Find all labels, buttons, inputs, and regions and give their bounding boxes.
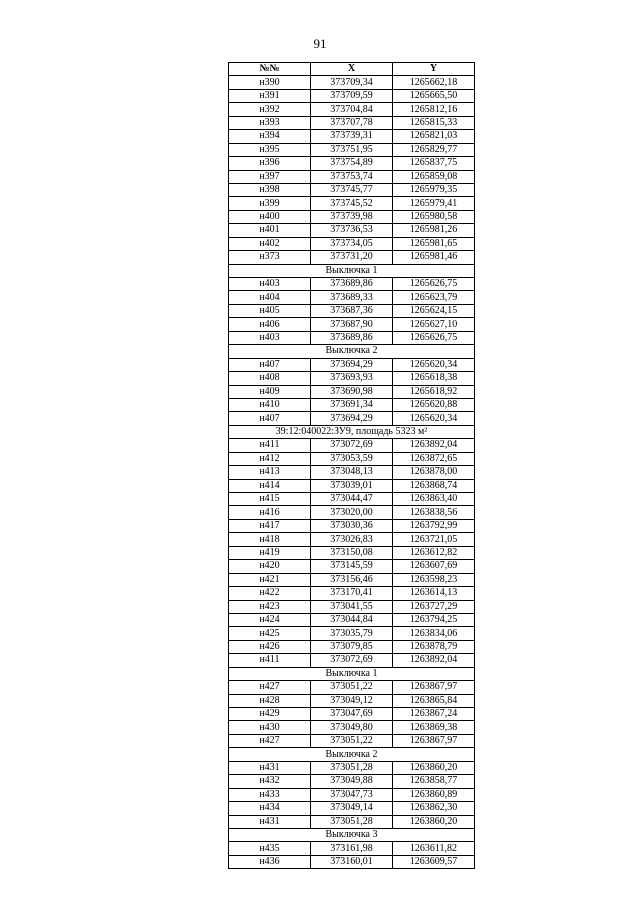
table-row <box>229 519 475 532</box>
table-row <box>229 224 475 237</box>
point-number-cell: н427 <box>229 681 311 694</box>
point-number-cell: н420 <box>229 560 311 573</box>
y-coordinate-cell: 1265618,92 <box>393 385 475 398</box>
table-row <box>229 734 475 747</box>
x-coordinate-cell: 373044,47 <box>311 493 393 506</box>
table-row <box>229 694 475 707</box>
table-row <box>229 681 475 694</box>
section-label: Выключка 1 <box>229 667 475 680</box>
table-row <box>229 358 475 371</box>
y-coordinate-cell: 1265980,58 <box>393 210 475 223</box>
y-coordinate-cell: 1263609,57 <box>393 855 475 868</box>
section-row <box>229 345 475 358</box>
x-coordinate-cell: 373039,01 <box>311 479 393 492</box>
x-coordinate-cell: 373049,14 <box>311 802 393 815</box>
table-row <box>229 304 475 317</box>
y-coordinate-cell: 1263860,20 <box>393 815 475 828</box>
x-coordinate-cell: 373689,33 <box>311 291 393 304</box>
y-coordinate-cell: 1263614,13 <box>393 587 475 600</box>
point-number-cell: н397 <box>229 170 311 183</box>
x-coordinate-cell: 373754,89 <box>311 157 393 170</box>
y-coordinate-cell: 1265981,26 <box>393 224 475 237</box>
y-coordinate-cell: 1263834,06 <box>393 627 475 640</box>
y-coordinate-cell: 1265665,50 <box>393 89 475 102</box>
x-coordinate-cell: 373704,84 <box>311 103 393 116</box>
table-row <box>229 385 475 398</box>
x-coordinate-cell: 373051,28 <box>311 761 393 774</box>
y-coordinate-cell: 1263892,04 <box>393 439 475 452</box>
table-row <box>229 130 475 143</box>
y-coordinate-cell: 1265837,75 <box>393 157 475 170</box>
point-number-cell: н402 <box>229 237 311 250</box>
point-number-cell: н424 <box>229 613 311 626</box>
x-coordinate-cell: 373751,95 <box>311 143 393 156</box>
table-row <box>229 761 475 774</box>
x-coordinate-cell: 373051,28 <box>311 815 393 828</box>
table-row <box>229 775 475 788</box>
x-coordinate-cell: 373048,13 <box>311 466 393 479</box>
table-row <box>229 546 475 559</box>
x-coordinate-cell: 373690,98 <box>311 385 393 398</box>
header-point-number: №№ <box>229 63 311 76</box>
x-coordinate-cell: 373694,29 <box>311 358 393 371</box>
y-coordinate-cell: 1263872,65 <box>393 452 475 465</box>
x-coordinate-cell: 373734,05 <box>311 237 393 250</box>
y-coordinate-cell: 1263862,30 <box>393 802 475 815</box>
table-row <box>229 654 475 667</box>
x-coordinate-cell: 373689,86 <box>311 331 393 344</box>
table-row <box>229 452 475 465</box>
table-row <box>229 815 475 828</box>
section-label: Выключка 3 <box>229 828 475 841</box>
x-coordinate-cell: 373049,12 <box>311 694 393 707</box>
table-row <box>229 116 475 129</box>
table-row <box>229 76 475 89</box>
point-number-cell: н395 <box>229 143 311 156</box>
point-number-cell: н429 <box>229 708 311 721</box>
section-label: Выключка 1 <box>229 264 475 277</box>
x-coordinate-cell: 373044,84 <box>311 613 393 626</box>
table-row <box>229 331 475 344</box>
table-row <box>229 600 475 613</box>
table-row <box>229 640 475 653</box>
x-coordinate-cell: 373047,73 <box>311 788 393 801</box>
y-coordinate-cell: 1265626,75 <box>393 278 475 291</box>
x-coordinate-cell: 373079,85 <box>311 640 393 653</box>
y-coordinate-cell: 1265981,46 <box>393 251 475 264</box>
point-number-cell: н393 <box>229 116 311 129</box>
table-row <box>229 466 475 479</box>
point-number-cell: н431 <box>229 815 311 828</box>
coordinates-table <box>228 62 475 869</box>
x-coordinate-cell: 373072,69 <box>311 439 393 452</box>
point-number-cell: н408 <box>229 372 311 385</box>
x-coordinate-cell: 373160,01 <box>311 855 393 868</box>
point-number-cell: н404 <box>229 291 311 304</box>
table-row <box>229 439 475 452</box>
y-coordinate-cell: 1263878,00 <box>393 466 475 479</box>
point-number-cell: н435 <box>229 842 311 855</box>
point-number-cell: н425 <box>229 627 311 640</box>
x-coordinate-cell: 373745,77 <box>311 183 393 196</box>
y-coordinate-cell: 1265981,65 <box>393 237 475 250</box>
x-coordinate-cell: 373687,36 <box>311 304 393 317</box>
table-row <box>229 587 475 600</box>
point-number-cell: н400 <box>229 210 311 223</box>
section-row <box>229 425 475 438</box>
x-coordinate-cell: 373049,88 <box>311 775 393 788</box>
y-coordinate-cell: 1265620,34 <box>393 412 475 425</box>
point-number-cell: н407 <box>229 412 311 425</box>
point-number-cell: н432 <box>229 775 311 788</box>
x-coordinate-cell: 373053,59 <box>311 452 393 465</box>
y-coordinate-cell: 1263721,05 <box>393 533 475 546</box>
table-row <box>229 89 475 102</box>
point-number-cell: н431 <box>229 761 311 774</box>
y-coordinate-cell: 1265979,35 <box>393 183 475 196</box>
table-row <box>229 788 475 801</box>
x-coordinate-cell: 373736,53 <box>311 224 393 237</box>
table-row <box>229 479 475 492</box>
y-coordinate-cell: 1265812,16 <box>393 103 475 116</box>
x-coordinate-cell: 373026,83 <box>311 533 393 546</box>
x-coordinate-cell: 373049,80 <box>311 721 393 734</box>
y-coordinate-cell: 1265821,03 <box>393 130 475 143</box>
y-coordinate-cell: 1263792,99 <box>393 519 475 532</box>
table-row <box>229 103 475 116</box>
table-row <box>229 291 475 304</box>
table-row <box>229 506 475 519</box>
point-number-cell: н415 <box>229 493 311 506</box>
y-coordinate-cell: 1263878,79 <box>393 640 475 653</box>
x-coordinate-cell: 373051,22 <box>311 681 393 694</box>
point-number-cell: н399 <box>229 197 311 210</box>
header-row <box>229 63 475 76</box>
point-number-cell: н428 <box>229 694 311 707</box>
point-number-cell: н414 <box>229 479 311 492</box>
y-coordinate-cell: 1263794,25 <box>393 613 475 626</box>
x-coordinate-cell: 373035,79 <box>311 627 393 640</box>
section-label: 39:12:040022:ЗУ9, площадь 5323 м² <box>229 425 475 438</box>
table-row <box>229 533 475 546</box>
y-coordinate-cell: 1265627,10 <box>393 318 475 331</box>
point-number-cell: н427 <box>229 734 311 747</box>
y-coordinate-cell: 1265859,08 <box>393 170 475 183</box>
x-coordinate-cell: 373739,98 <box>311 210 393 223</box>
x-coordinate-cell: 373145,59 <box>311 560 393 573</box>
table-header <box>229 63 475 76</box>
x-coordinate-cell: 373739,31 <box>311 130 393 143</box>
x-coordinate-cell: 373694,29 <box>311 412 393 425</box>
point-number-cell: н407 <box>229 358 311 371</box>
point-number-cell: н433 <box>229 788 311 801</box>
section-label: Выключка 2 <box>229 345 475 358</box>
table-row <box>229 372 475 385</box>
x-coordinate-cell: 373041,55 <box>311 600 393 613</box>
point-number-cell: н417 <box>229 519 311 532</box>
point-number-cell: н411 <box>229 439 311 452</box>
y-coordinate-cell: 1263863,40 <box>393 493 475 506</box>
x-coordinate-cell: 373745,52 <box>311 197 393 210</box>
y-coordinate-cell: 1263865,84 <box>393 694 475 707</box>
y-coordinate-cell: 1263867,97 <box>393 681 475 694</box>
x-coordinate-cell: 373689,86 <box>311 278 393 291</box>
y-coordinate-cell: 1265620,34 <box>393 358 475 371</box>
x-coordinate-cell: 373047,69 <box>311 708 393 721</box>
point-number-cell: н373 <box>229 251 311 264</box>
table-row <box>229 708 475 721</box>
point-number-cell: н401 <box>229 224 311 237</box>
table-body <box>229 76 475 869</box>
table-row <box>229 210 475 223</box>
point-number-cell: н410 <box>229 398 311 411</box>
table-row <box>229 802 475 815</box>
y-coordinate-cell: 1265620,88 <box>393 398 475 411</box>
point-number-cell: н396 <box>229 157 311 170</box>
table-row <box>229 278 475 291</box>
x-coordinate-cell: 373150,08 <box>311 546 393 559</box>
point-number-cell: н426 <box>229 640 311 653</box>
point-number-cell: н421 <box>229 573 311 586</box>
table-row <box>229 197 475 210</box>
header-y: Y <box>393 63 475 76</box>
table-row <box>229 170 475 183</box>
x-coordinate-cell: 373707,78 <box>311 116 393 129</box>
point-number-cell: н409 <box>229 385 311 398</box>
table-row <box>229 412 475 425</box>
y-coordinate-cell: 1263860,20 <box>393 761 475 774</box>
y-coordinate-cell: 1265829,77 <box>393 143 475 156</box>
point-number-cell: н405 <box>229 304 311 317</box>
point-number-cell: н423 <box>229 600 311 613</box>
point-number-cell: н391 <box>229 89 311 102</box>
table-row <box>229 143 475 156</box>
table-row <box>229 560 475 573</box>
section-row <box>229 828 475 841</box>
y-coordinate-cell: 1265815,33 <box>393 116 475 129</box>
table-row <box>229 398 475 411</box>
x-coordinate-cell: 373030,36 <box>311 519 393 532</box>
y-coordinate-cell: 1265662,18 <box>393 76 475 89</box>
y-coordinate-cell: 1263867,24 <box>393 708 475 721</box>
section-row <box>229 667 475 680</box>
y-coordinate-cell: 1265623,79 <box>393 291 475 304</box>
x-coordinate-cell: 373691,34 <box>311 398 393 411</box>
point-number-cell: н413 <box>229 466 311 479</box>
page-number: 91 <box>313 36 327 51</box>
section-row <box>229 264 475 277</box>
y-coordinate-cell: 1263838,56 <box>393 506 475 519</box>
y-coordinate-cell: 1265618,38 <box>393 372 475 385</box>
y-coordinate-cell: 1263892,04 <box>393 654 475 667</box>
point-number-cell: н403 <box>229 331 311 344</box>
x-coordinate-cell: 373709,34 <box>311 76 393 89</box>
point-number-cell: н416 <box>229 506 311 519</box>
table-row <box>229 573 475 586</box>
y-coordinate-cell: 1263860,89 <box>393 788 475 801</box>
table-row <box>229 627 475 640</box>
table-row <box>229 183 475 196</box>
section-row <box>229 748 475 761</box>
y-coordinate-cell: 1263727,29 <box>393 600 475 613</box>
point-number-cell: н406 <box>229 318 311 331</box>
table-row <box>229 493 475 506</box>
x-coordinate-cell: 373072,69 <box>311 654 393 667</box>
x-coordinate-cell: 373161,98 <box>311 842 393 855</box>
table-row <box>229 237 475 250</box>
y-coordinate-cell: 1265624,15 <box>393 304 475 317</box>
point-number-cell: н419 <box>229 546 311 559</box>
table-row <box>229 855 475 868</box>
point-number-cell: н434 <box>229 802 311 815</box>
point-number-cell: н411 <box>229 654 311 667</box>
y-coordinate-cell: 1263612,82 <box>393 546 475 559</box>
x-coordinate-cell: 373156,46 <box>311 573 393 586</box>
y-coordinate-cell: 1263868,74 <box>393 479 475 492</box>
y-coordinate-cell: 1263867,97 <box>393 734 475 747</box>
header-x: X <box>311 63 393 76</box>
point-number-cell: н430 <box>229 721 311 734</box>
y-coordinate-cell: 1263869,38 <box>393 721 475 734</box>
point-number-cell: н392 <box>229 103 311 116</box>
point-number-cell: н398 <box>229 183 311 196</box>
y-coordinate-cell: 1265979,41 <box>393 197 475 210</box>
point-number-cell: н418 <box>229 533 311 546</box>
y-coordinate-cell: 1265626,75 <box>393 331 475 344</box>
y-coordinate-cell: 1263607,69 <box>393 560 475 573</box>
x-coordinate-cell: 373753,74 <box>311 170 393 183</box>
y-coordinate-cell: 1263858,77 <box>393 775 475 788</box>
point-number-cell: н403 <box>229 278 311 291</box>
table-row <box>229 318 475 331</box>
x-coordinate-cell: 373693,93 <box>311 372 393 385</box>
point-number-cell: н394 <box>229 130 311 143</box>
point-number-cell: н436 <box>229 855 311 868</box>
table-row <box>229 842 475 855</box>
table-row <box>229 721 475 734</box>
x-coordinate-cell: 373709,59 <box>311 89 393 102</box>
x-coordinate-cell: 373020,00 <box>311 506 393 519</box>
y-coordinate-cell: 1263598,23 <box>393 573 475 586</box>
x-coordinate-cell: 373170,41 <box>311 587 393 600</box>
table-row <box>229 157 475 170</box>
y-coordinate-cell: 1263611,82 <box>393 842 475 855</box>
point-number-cell: н390 <box>229 76 311 89</box>
x-coordinate-cell: 373731,20 <box>311 251 393 264</box>
table-row <box>229 613 475 626</box>
x-coordinate-cell: 373687,90 <box>311 318 393 331</box>
point-number-cell: н412 <box>229 452 311 465</box>
table-row <box>229 251 475 264</box>
x-coordinate-cell: 373051,22 <box>311 734 393 747</box>
point-number-cell: н422 <box>229 587 311 600</box>
section-label: Выключка 2 <box>229 748 475 761</box>
